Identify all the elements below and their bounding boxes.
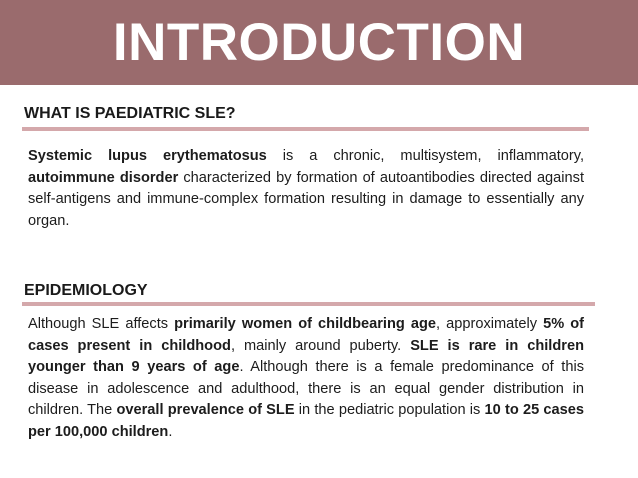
bold-text-segment: 5% of cases present in childhood [28,316,585,354]
title-banner [0,0,638,85]
bold-text-segment: overall prevalence of SLE [116,402,295,418]
text-segment: , approximately [436,316,544,332]
text-segment: Although SLE affects [28,316,175,332]
section-paragraph-epidemiology [28,314,584,443]
slide-title: INTRODUCTION [112,13,526,72]
bold-text-segment: autoimmune disorder [28,169,179,186]
bold-text-segment: primarily women of childbearing age [174,316,437,332]
text-segment: characterized by formation of autoantibodies directed against self-antigens and immune-complex formation resulting in damage to essentially any organ. [28,169,584,229]
section-divider [22,302,595,306]
section-heading-epidemiology: EPIDEMIOLOGY [24,282,148,299]
bold-text-segment: 10 to 25 cases per 100,000 children [28,402,584,440]
bold-text-segment: Systemic lupus erythematosus [28,148,267,164]
text-segment: , mainly around puberty. [230,337,411,354]
text-segment: is a chronic, multisystem, inflammatory, [266,148,584,164]
section-paragraph-what-is-sle [28,146,584,232]
text-segment: . Although there is a female predominance of this disease in adolescence and adulthood, there is an equal gender distribution in children. The [28,359,584,418]
section-heading-what-is-sle: WHAT IS PAEDIATRIC SLE? [24,105,236,122]
bold-text-segment: SLE is rare in children younger than 9 years of age [28,337,584,375]
text-segment: . [168,423,173,440]
text-segment: in the pediatric population is [294,402,485,418]
section-divider [22,127,589,131]
